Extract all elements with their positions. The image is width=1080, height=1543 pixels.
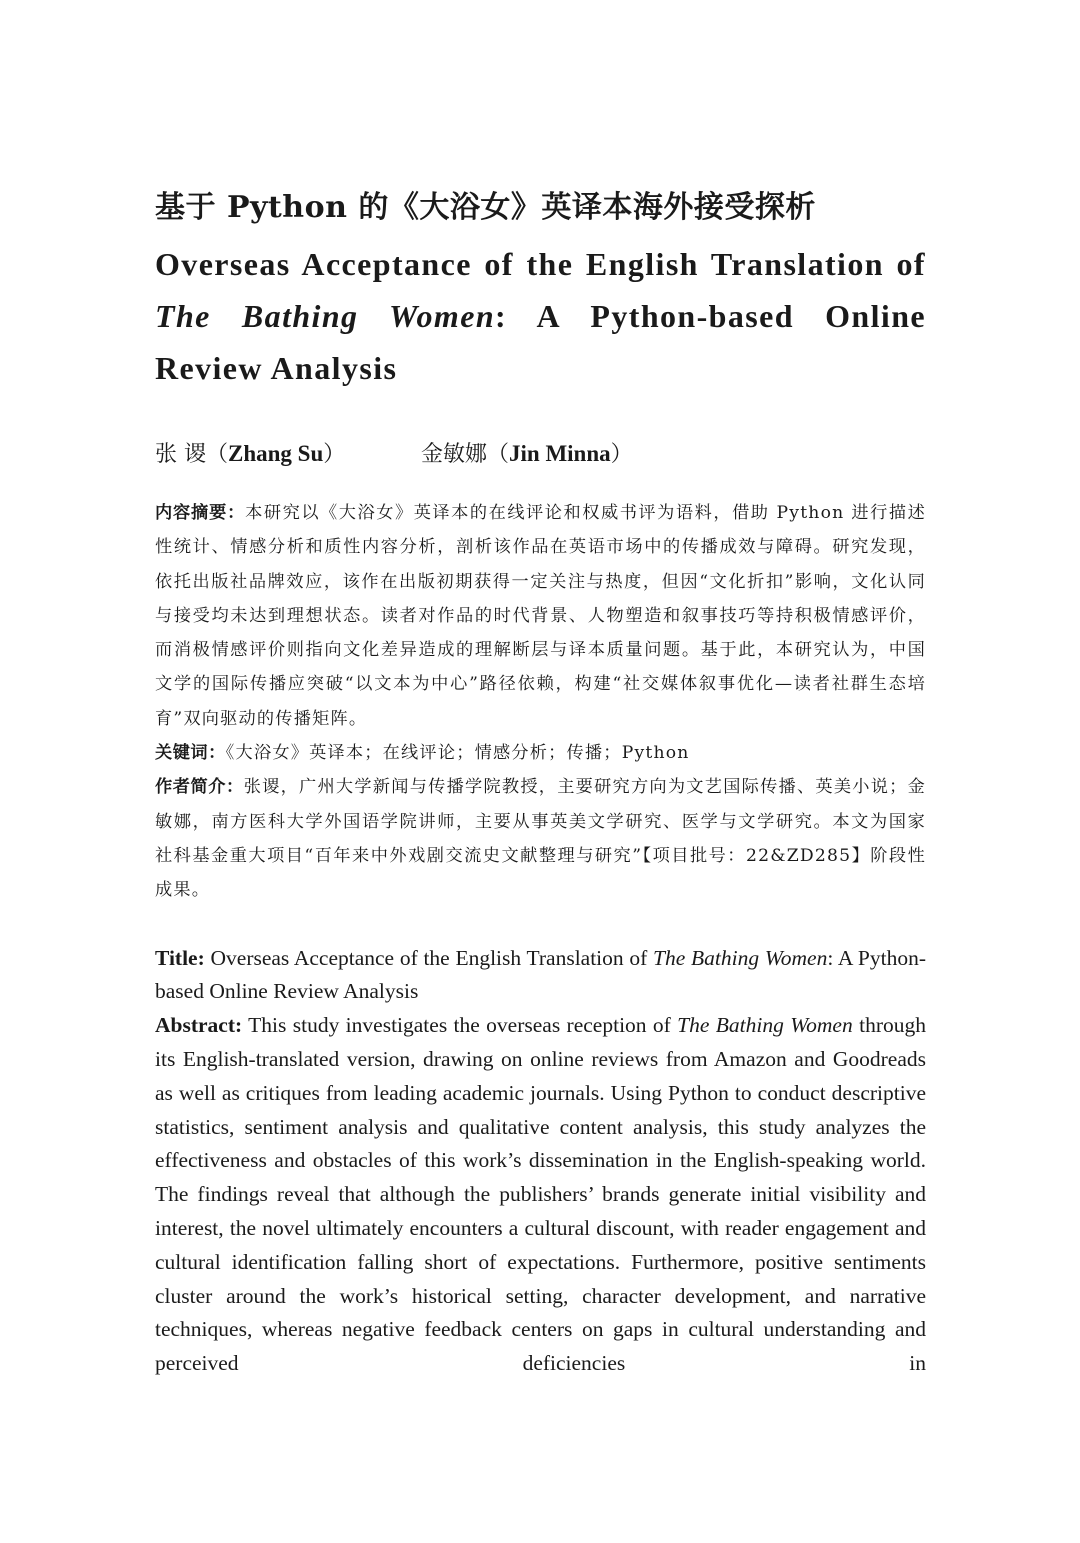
chinese-abstract-text: 本研究以《大浴女》英译本的在线评论和权威书评为语料，借助 Python 进行描述性统计、情感分析和质性内容分析，剖析该作品在英语市场中的传播成效与障碍。研究发现，依托出版社品牌效应，该作在出版初期获得一定关注与热度，但因“文化折扣”影响，文化认同与接受均未达到理想状态。读者对作品的时代背景、人物塑造和叙事技巧等持积极情感评价，而消极情感评价则指向文化差异造成的理解断层与译本质量问题。基于此，本研究认为，中国文学的国际传播应突破“以文本为中心”路径依赖，构建“社交媒体叙事优化—读者社群生态培育”双向驱动的传播矩阵。 (155, 503, 926, 729)
english-title-line-italic: The Bathing Women (653, 945, 828, 970)
author-2-english: Jin Minna (509, 441, 611, 466)
author-2-paren: ） (610, 442, 633, 467)
chinese-abstract-label: 内容摘要： (155, 503, 246, 523)
english-title-part1: Overseas Acceptance of the English Translation of (155, 246, 926, 282)
english-title-part2: : A Python-based Online Review Analysis (155, 298, 926, 386)
author-1-paren: ） (323, 442, 346, 467)
chinese-author-bio-label: 作者简介： (155, 777, 244, 798)
english-abstract-italic: The Bathing Women (677, 1013, 853, 1038)
chinese-keywords-label: 关键词： (155, 743, 226, 764)
chinese-keywords (155, 736, 926, 770)
chinese-title: 基于 Python 的《大浴女》英译本海外接受探析 (155, 190, 816, 225)
author-1-english: Zhang Su (228, 441, 324, 466)
english-front-matter (155, 942, 926, 1381)
english-abstract-part1: This study investigates the overseas reception of (242, 1013, 678, 1038)
english-abstract-part2: through its English-translated version, drawing on online reviews from Amazon and Goodreads as well as critiques from leading academic journals. Using Python to conduct descriptive statistics, sentiment analysis and qualitative content analysis, this study analyzes the effectiveness and obstacles of this work’s dissemination in the English-speaking world. The findings reveal that although the publishers’ brands generate initial visibility and interest, the novel ultimately encounters a cultural discount, with reader engagement and cultural identification falling short of expectations. Furthermore, positive sentiments cluster around the work’s historical setting, character development, and narrative techniques, whereas negative feedback centers on gaps in cultural understanding and perceived deficiencies in (155, 1013, 926, 1376)
chinese-keywords-text: 《大浴女》英译本；在线评论；情感分析；传播；Python (225, 743, 690, 764)
chinese-front-matter (155, 496, 926, 908)
author-line (155, 434, 926, 474)
chinese-author-bio (155, 770, 926, 907)
english-title-line (155, 942, 926, 1010)
english-title-line-part2: : A Python-based Online Review Analysis (155, 945, 927, 1004)
author-2-chinese: 金敏娜（ (421, 442, 510, 467)
english-title-line-part1: Overseas Acceptance of the English Translation of (204, 945, 654, 970)
chinese-abstract (155, 496, 926, 736)
english-title (155, 238, 926, 394)
english-abstract-label: Abstract: (155, 1013, 243, 1038)
chinese-author-bio-text: 张谡，广州大学新闻与传播学院教授，主要研究方向为文艺国际传播、英美小说；金敏娜，南方医科大学外国语学院讲师，主要从事英美文学研究、医学与文学研究。本文为国家社科基金重大项目“百年来中外戏剧交流史文献整理与研究”【项目批号：22&ZD285】阶段性成果。 (155, 777, 926, 901)
author-1 (155, 434, 421, 475)
english-title-label: Title: (155, 945, 205, 970)
english-abstract (155, 1009, 926, 1381)
author-1-chinese: 张 谡（ (155, 442, 228, 467)
author-2 (421, 442, 633, 467)
paper-content (155, 186, 926, 1381)
english-title-italic: The Bathing Women (155, 298, 496, 334)
